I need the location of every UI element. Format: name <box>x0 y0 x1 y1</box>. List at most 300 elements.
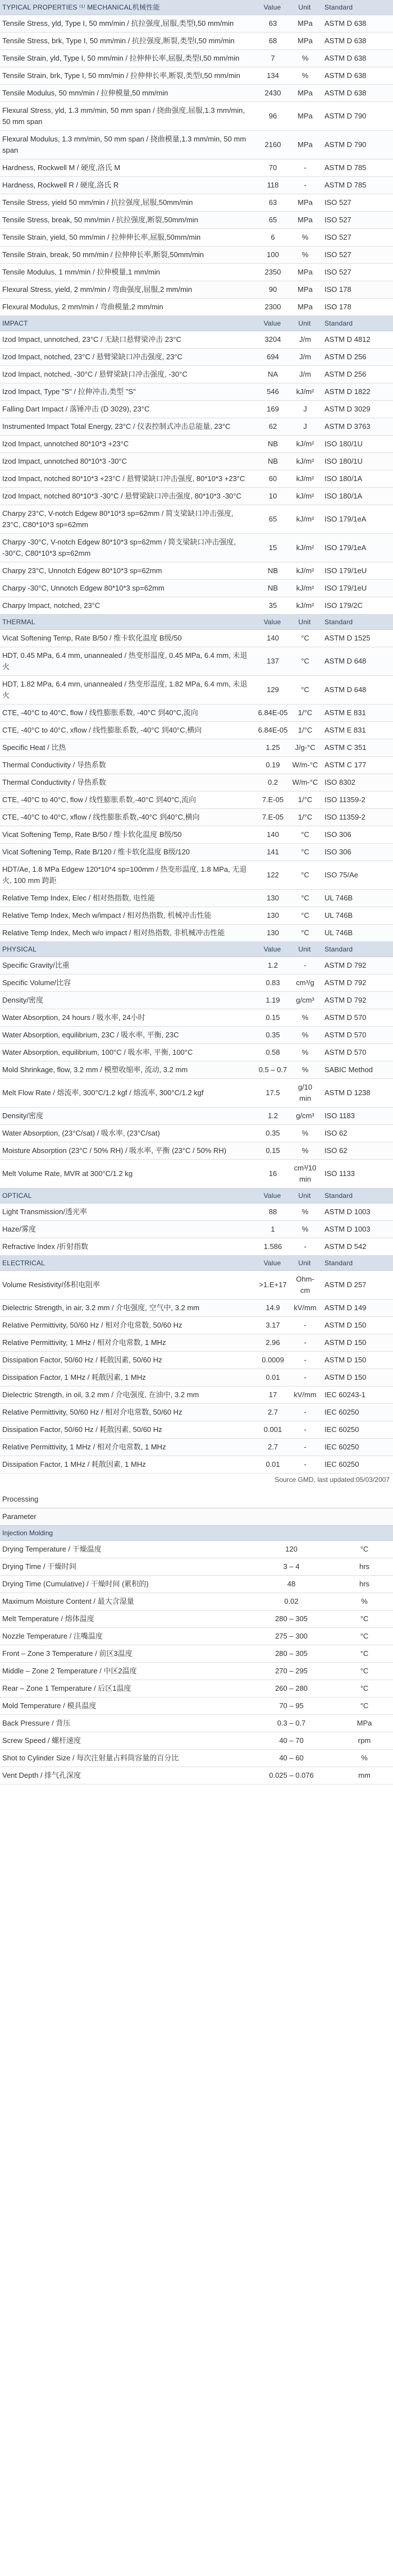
property-unit: - <box>290 1238 320 1256</box>
property-unit: % <box>290 50 320 67</box>
property-unit: MPa <box>290 194 320 212</box>
property-standard: ASTM D 256 <box>320 366 393 383</box>
property-unit: MPa <box>290 102 320 131</box>
property-value: 10 <box>255 488 290 505</box>
processing-value: 270 – 295 <box>247 1663 337 1680</box>
value-column-header: Value <box>255 0 290 15</box>
property-unit: kJ/m² <box>290 534 320 562</box>
property-name: Charpy 23°C, V-notch Edgew 80*10*3 sp=62mm / 简支梁缺口冲击强度, 23°C, C80*10*3 sp=62mm <box>0 505 255 534</box>
processing-unit: hrs <box>337 1576 393 1593</box>
property-standard: ASTM D 149 <box>320 1300 393 1317</box>
property-standard: ISO 179/1eU <box>320 562 393 580</box>
property-row <box>0 809 393 826</box>
processing-row <box>0 1680 393 1697</box>
property-row <box>0 757 393 774</box>
processing-unit: °C <box>337 1628 393 1645</box>
property-name: Tensile Strain, yld, Type I, 50 mm/min / 拉伸伸长率,屈服,类型I,50 mm/min <box>0 50 255 67</box>
property-name: Izod Impact, notched, -30°C / 悬臂梁缺口冲击强度, -30°C <box>0 366 255 383</box>
property-row <box>0 739 393 757</box>
property-value: 63 <box>255 194 290 212</box>
property-standard: ISO 527 <box>320 246 393 264</box>
processing-value: 120 <box>247 1541 337 1558</box>
property-value: 1.25 <box>255 739 290 757</box>
property-name: Tensile Modulus, 50 mm/min / 拉伸模量,50 mm/min <box>0 85 255 102</box>
processing-value: 0.025 – 0.076 <box>247 1767 337 1785</box>
processing-value: 70 – 95 <box>247 1697 337 1715</box>
property-unit: MPa <box>290 131 320 159</box>
property-row <box>0 562 393 580</box>
property-unit: 1/°C <box>290 722 320 739</box>
property-row <box>0 1317 393 1334</box>
property-row <box>0 418 393 436</box>
property-value: NB <box>255 453 290 470</box>
section-header-row <box>0 1188 393 1204</box>
property-name: Relative Temp Index, Mech w/o impact / 相对热指数, 非机械冲击性能 <box>0 925 255 942</box>
property-value: 0.001 <box>255 1421 290 1439</box>
property-name: Instrumented Impact Total Energy, 23°C / 仪表控制式冲击总能量, 23°C <box>0 418 255 436</box>
property-unit: % <box>290 1142 320 1160</box>
unit-column-header: Unit <box>290 0 320 15</box>
processing-parameter: Shot to Cylinder Size / 每次注射量占料筒容量的百分比 <box>0 1750 247 1767</box>
property-name: Tensile Stress, yld, Type I, 50 mm/min / 抗拉强度,屈服,类型I,50 mm/min <box>0 15 255 33</box>
property-unit: W/m-°C <box>290 774 320 791</box>
property-row <box>0 791 393 809</box>
property-name: HDT, 1.82 MPa, 6.4 mm, unannealed / 热变形温度, 1.82 MPa, 6.4 mm, 未退火 <box>0 676 255 704</box>
property-standard: ISO 62 <box>320 1142 393 1160</box>
processing-parameter: Nozzle Temperature / 注嘴温度 <box>0 1628 247 1645</box>
property-standard: ASTM D 257 <box>320 1271 393 1300</box>
property-name: Relative Permittivity, 1 MHz / 相对介电常数, 1 MHz <box>0 1334 255 1352</box>
property-unit: % <box>290 1027 320 1044</box>
property-unit: % <box>290 67 320 85</box>
property-row <box>0 366 393 383</box>
property-value: 122 <box>255 861 290 890</box>
property-value: 7 <box>255 50 290 67</box>
property-row <box>0 1300 393 1317</box>
property-value: 129 <box>255 676 290 704</box>
processing-unit: °C <box>337 1645 393 1663</box>
property-value: 130 <box>255 907 290 925</box>
processing-unit: °C <box>337 1541 393 1558</box>
property-name: Izod Impact, Type "S" / 拉伸冲击,类型 "S" <box>0 383 255 401</box>
property-standard: IEC 60250 <box>320 1404 393 1421</box>
value-column-header: Value <box>255 615 290 630</box>
property-value: 16 <box>255 1160 290 1188</box>
property-unit: 1/°C <box>290 704 320 722</box>
property-standard: ASTM D 785 <box>320 159 393 177</box>
property-value: 0.58 <box>255 1044 290 1061</box>
property-unit: °C <box>290 630 320 647</box>
property-value: 1 <box>255 1221 290 1238</box>
property-value: 118 <box>255 177 290 194</box>
property-row <box>0 229 393 246</box>
property-row <box>0 925 393 942</box>
processing-row <box>0 1767 393 1785</box>
processing-unit: MPa <box>337 1715 393 1732</box>
section-title: IMPACT <box>0 316 255 331</box>
property-row <box>0 647 393 676</box>
property-value: 17.5 <box>255 1079 290 1108</box>
property-value: 7.E-05 <box>255 809 290 826</box>
property-unit: g/cm³ <box>290 1108 320 1125</box>
property-unit: °C <box>290 647 320 676</box>
property-standard: IEC 60250 <box>320 1421 393 1439</box>
processing-section-row <box>0 1526 393 1541</box>
property-value: NB <box>255 580 290 597</box>
standard-column-header: Standard <box>320 942 393 957</box>
property-standard: ASTM D 638 <box>320 50 393 67</box>
property-standard: ASTM D 542 <box>320 1238 393 1256</box>
property-value: 140 <box>255 826 290 844</box>
processing-value: 275 – 300 <box>247 1628 337 1645</box>
property-row <box>0 1387 393 1404</box>
processing-value: 48 <box>247 1576 337 1593</box>
property-value: 65 <box>255 505 290 534</box>
property-standard: ASTM D 150 <box>320 1334 393 1352</box>
property-standard: ASTM D 3763 <box>320 418 393 436</box>
property-standard: ASTM D 792 <box>320 992 393 1009</box>
property-row <box>0 1334 393 1352</box>
processing-row <box>0 1576 393 1593</box>
property-standard: ASTM D 150 <box>320 1369 393 1387</box>
property-row <box>0 331 393 349</box>
property-unit: MPa <box>290 212 320 229</box>
property-standard: ISO 527 <box>320 212 393 229</box>
property-value: 0.83 <box>255 974 290 992</box>
property-standard: ASTM C 351 <box>320 739 393 757</box>
property-value: 35 <box>255 597 290 615</box>
property-row <box>0 1079 393 1108</box>
property-standard: ASTM D 648 <box>320 676 393 704</box>
property-unit: MPa <box>290 15 320 33</box>
property-row <box>0 453 393 470</box>
processing-value: 40 – 70 <box>247 1732 337 1750</box>
section-header-row <box>0 1256 393 1271</box>
property-value: 2.7 <box>255 1404 290 1421</box>
property-standard: ISO 180/1U <box>320 453 393 470</box>
property-row <box>0 299 393 316</box>
property-name: Charpy 23°C, Unnotch Edgew 80*10*3 sp=62mm <box>0 562 255 580</box>
property-unit: g/10 min <box>290 1079 320 1108</box>
property-standard: ASTM D 638 <box>320 67 393 85</box>
property-name: Flexural Stress, yield, 2 mm/min / 弯曲强度,屈服,2 mm/min <box>0 281 255 299</box>
property-name: Volume Resistivity/体积电阻率 <box>0 1271 255 1300</box>
property-name: Water Absorption, (23°C/sat) / 吸水率, (23°C/sat) <box>0 1125 255 1142</box>
property-row <box>0 1369 393 1387</box>
property-value: 6 <box>255 229 290 246</box>
property-value: NA <box>255 366 290 383</box>
property-standard: IEC 60250 <box>320 1439 393 1456</box>
property-value: 134 <box>255 67 290 85</box>
property-value: 0.2 <box>255 774 290 791</box>
property-standard: ISO 179/2C <box>320 597 393 615</box>
property-name: Tensile Strain, break, 50 mm/min / 拉伸伸长率,断裂,50mm/min <box>0 246 255 264</box>
property-name: Haze/雾度 <box>0 1221 255 1238</box>
property-unit: kV/mm <box>290 1300 320 1317</box>
processing-row <box>0 1750 393 1767</box>
processing-row <box>0 1715 393 1732</box>
property-name: Falling Dart Impact / 落锤冲击 (D 3029), 23°C <box>0 401 255 418</box>
property-standard: ISO 1133 <box>320 1160 393 1188</box>
processing-parameter: Screw Speed / 螺杆速度 <box>0 1732 247 1750</box>
property-name: Refractive Index /折射指数 <box>0 1238 255 1256</box>
property-row <box>0 1456 393 1474</box>
property-row <box>0 401 393 418</box>
property-row <box>0 131 393 159</box>
processing-table <box>0 1508 393 1785</box>
property-value: 68 <box>255 33 290 50</box>
property-value: 1.2 <box>255 1108 290 1125</box>
property-unit: - <box>290 1404 320 1421</box>
property-unit: - <box>290 1421 320 1439</box>
processing-unit: rpm <box>337 1732 393 1750</box>
property-unit: - <box>290 1439 320 1456</box>
property-standard: ASTM D 570 <box>320 1009 393 1027</box>
property-name: CTE, -40°C to 40°C, xflow / 线性膨胀系数, -40°C 到40°C,横向 <box>0 722 255 739</box>
property-value: 65 <box>255 212 290 229</box>
property-unit: kJ/m² <box>290 470 320 488</box>
property-row <box>0 861 393 890</box>
processing-value: 260 – 280 <box>247 1680 337 1697</box>
property-unit: °C <box>290 925 320 942</box>
processing-parameter: Drying Temperature / 干燥温度 <box>0 1541 247 1558</box>
property-name: Izod Impact, unnotched 80*10*3 +23°C <box>0 436 255 453</box>
property-standard: ASTM D 1822 <box>320 383 393 401</box>
injection-molding-heading: Injection Molding <box>0 1526 247 1541</box>
property-name: Specific Volume/比容 <box>0 974 255 992</box>
property-value: 546 <box>255 383 290 401</box>
property-name: Water Absorption, equilibrium, 100°C / 吸水率, 平衡, 100°C <box>0 1044 255 1061</box>
property-value: 96 <box>255 102 290 131</box>
property-unit: °C <box>290 907 320 925</box>
property-name: CTE, -40°C to 40°C, xflow / 线性膨胀系数,-40°C 到40°C,横向 <box>0 809 255 826</box>
property-unit: J/g-°C <box>290 739 320 757</box>
property-name: Dissipation Factor, 1 MHz / 耗散因素, 1 MHz <box>0 1456 255 1474</box>
property-name: Vicat Softening Temp, Rate B/120 / 维卡软化温度 B级/120 <box>0 844 255 861</box>
value-column-header: Value <box>255 316 290 331</box>
property-value: 0.19 <box>255 757 290 774</box>
property-unit: % <box>290 1044 320 1061</box>
property-unit: kJ/m² <box>290 580 320 597</box>
property-value: NB <box>255 562 290 580</box>
property-row <box>0 580 393 597</box>
property-name: Tensile Strain, yield, 50 mm/min / 拉伸伸长率,屈服,50mm/min <box>0 229 255 246</box>
property-unit: % <box>290 1061 320 1079</box>
property-unit: MPa <box>290 33 320 50</box>
property-row <box>0 33 393 50</box>
property-row <box>0 159 393 177</box>
property-standard: ISO 1183 <box>320 1108 393 1125</box>
property-name: Relative Temp Index, Mech w/impact / 相对热指数, 机械冲击性能 <box>0 907 255 925</box>
property-unit: % <box>290 229 320 246</box>
property-name: Izod Impact, unnotched, 23°C / 无缺口悬臂梁冲击 23°C <box>0 331 255 349</box>
property-name: Izod Impact, notched, 23°C / 悬臂梁缺口冲击强度, 23°C <box>0 349 255 366</box>
property-row <box>0 1125 393 1142</box>
property-standard: ISO 180/1A <box>320 488 393 505</box>
processing-unit: % <box>337 1593 393 1610</box>
processing-value: 280 – 305 <box>247 1610 337 1628</box>
source-note: Source GMD, last updated:05/03/2007 <box>275 1476 390 1484</box>
processing-value: 3 – 4 <box>247 1558 337 1576</box>
property-standard: ISO 179/1eU <box>320 580 393 597</box>
property-row <box>0 488 393 505</box>
property-row <box>0 774 393 791</box>
property-standard: ASTM D 570 <box>320 1044 393 1061</box>
property-standard: ASTM D 1003 <box>320 1221 393 1238</box>
property-name: HDT, 0.45 MPa, 6.4 mm, unannealed / 热变形温度, 0.45 MPa, 6.4 mm, 未退火 <box>0 647 255 676</box>
property-standard: ISO 179/1eA <box>320 505 393 534</box>
property-name: Flexural Stress, yld, 1.3 mm/min, 50 mm span / 挠曲强度,屈服,1.3 mm/min, 50 mm span <box>0 102 255 131</box>
processing-parameter: Rear – Zone 1 Temperature / 后区1温度 <box>0 1680 247 1697</box>
property-standard: ISO 180/1U <box>320 436 393 453</box>
property-standard: ASTM D 792 <box>320 974 393 992</box>
property-standard: ASTM D 792 <box>320 957 393 974</box>
property-unit: - <box>290 957 320 974</box>
property-value: 0.15 <box>255 1009 290 1027</box>
property-standard: IEC 60243-1 <box>320 1387 393 1404</box>
property-row <box>0 505 393 534</box>
property-value: 137 <box>255 647 290 676</box>
property-row <box>0 676 393 704</box>
property-unit: kV/mm <box>290 1387 320 1404</box>
processing-title: Processing <box>2 1495 39 1503</box>
processing-unit: °C <box>337 1663 393 1680</box>
standard-column-header: Standard <box>320 316 393 331</box>
property-unit: % <box>290 1009 320 1027</box>
property-value: 0.01 <box>255 1456 290 1474</box>
unit-column-header: Unit <box>290 316 320 331</box>
property-row <box>0 957 393 974</box>
value-column-header: Value <box>255 1188 290 1204</box>
property-standard: ASTM D 4812 <box>320 331 393 349</box>
processing-parameter: Mold Temperature / 模具温度 <box>0 1697 247 1715</box>
property-name: Water Absorption, equilibrium, 23C / 吸水率, 平衡, 23C <box>0 1027 255 1044</box>
processing-row <box>0 1732 393 1750</box>
property-unit: - <box>290 1317 320 1334</box>
processing-row <box>0 1541 393 1558</box>
property-unit: cm³/g <box>290 974 320 992</box>
property-value: 130 <box>255 925 290 942</box>
property-name: Moisture Absorption (23°C / 50% RH) / 吸水率, 平衡 (23°C / 50% RH) <box>0 1142 255 1160</box>
property-value: 17 <box>255 1387 290 1404</box>
processing-parameter: Back Pressure / 背压 <box>0 1715 247 1732</box>
property-unit: 1/°C <box>290 809 320 826</box>
section-header-row <box>0 316 393 331</box>
property-row <box>0 383 393 401</box>
property-value: 2430 <box>255 85 290 102</box>
standard-column-header: Standard <box>320 0 393 15</box>
property-standard: ISO 527 <box>320 229 393 246</box>
property-name: CTE, -40°C to 40°C, flow / 线性膨胀系数, -40°C 到40°C,流向 <box>0 704 255 722</box>
property-value: 694 <box>255 349 290 366</box>
property-standard: UL 746B <box>320 907 393 925</box>
property-standard: ASTM D 570 <box>320 1027 393 1044</box>
property-standard: SABIC Method <box>320 1061 393 1079</box>
property-row <box>0 992 393 1009</box>
property-row <box>0 1044 393 1061</box>
property-row <box>0 1027 393 1044</box>
property-name: Relative Permittivity, 1 MHz / 相对介电常数, 1 MHz <box>0 1439 255 1456</box>
property-value: 15 <box>255 534 290 562</box>
unit-column-header: Unit <box>290 615 320 630</box>
processing-unit: % <box>337 1750 393 1767</box>
property-name: Light Transmission/透光率 <box>0 1204 255 1221</box>
processing-parameter: Middle – Zone 2 Temperature / 中区2温度 <box>0 1663 247 1680</box>
section-title: THERMAL <box>0 615 255 630</box>
property-row <box>0 907 393 925</box>
property-row <box>0 281 393 299</box>
property-row <box>0 1404 393 1421</box>
property-row <box>0 890 393 907</box>
property-name: Izod Impact, notched 80*10*3 +23°C / 悬臂梁缺口冲击强度, 80*10*3 +23°C <box>0 470 255 488</box>
property-value: 130 <box>255 890 290 907</box>
property-row <box>0 470 393 488</box>
processing-unit: °C <box>337 1680 393 1697</box>
property-name: Vicat Softening Temp, Rate B/50 / 维卡软化温度 B级/50 <box>0 826 255 844</box>
standard-column-header: Standard <box>320 1256 393 1271</box>
property-name: Water Absorption, 24 hours / 吸水率, 24小时 <box>0 1009 255 1027</box>
unit-column-header: Unit <box>290 942 320 957</box>
property-name: Dielectric Strength, in air, 3.2 mm / 介电强度, 空气中, 3.2 mm <box>0 1300 255 1317</box>
property-unit: J <box>290 418 320 436</box>
property-row <box>0 177 393 194</box>
property-name: Relative Temp Index, Elec / 相对热指数, 电性能 <box>0 890 255 907</box>
property-unit: kJ/m² <box>290 597 320 615</box>
processing-parameter: Vent Depth / 排气孔深度 <box>0 1767 247 1785</box>
property-name: Hardness, Rockwell M / 硬度,洛氏 M <box>0 159 255 177</box>
property-unit: kJ/m² <box>290 436 320 453</box>
property-value: 1.2 <box>255 957 290 974</box>
property-row <box>0 1421 393 1439</box>
property-standard: ISO 178 <box>320 299 393 316</box>
processing-row <box>0 1628 393 1645</box>
processing-row <box>0 1558 393 1576</box>
property-row <box>0 704 393 722</box>
property-value: 90 <box>255 281 290 299</box>
property-row <box>0 436 393 453</box>
property-value: 6.84E-05 <box>255 704 290 722</box>
property-value: 14.9 <box>255 1300 290 1317</box>
processing-unit: °C <box>337 1697 393 1715</box>
section-header-row <box>0 615 393 630</box>
property-unit: - <box>290 177 320 194</box>
property-row <box>0 1352 393 1369</box>
property-value: NB <box>255 436 290 453</box>
property-name: Tensile Stress, yield 50 mm/min / 抗拉强度,屈服,50mm/min <box>0 194 255 212</box>
processing-value: 280 – 305 <box>247 1645 337 1663</box>
processing-value: 0.02 <box>247 1593 337 1610</box>
property-unit: % <box>290 1204 320 1221</box>
property-standard: ASTM D 1238 <box>320 1079 393 1108</box>
property-row <box>0 1108 393 1125</box>
property-standard: ASTM D 790 <box>320 102 393 131</box>
property-name: Charpy -30°C, V-notch Edgew 80*10*3 sp=62mm / 简支梁缺口冲击强度, -30°C, C80*10*3 sp=62mm <box>0 534 255 562</box>
property-standard: ASTM D 638 <box>320 15 393 33</box>
property-unit: °C <box>290 861 320 890</box>
processing-unit: mm <box>337 1767 393 1785</box>
property-row <box>0 1439 393 1456</box>
property-value: 0.01 <box>255 1369 290 1387</box>
property-unit: °C <box>290 826 320 844</box>
property-unit: % <box>290 1125 320 1142</box>
property-value: 70 <box>255 159 290 177</box>
property-unit: J/m <box>290 349 320 366</box>
property-unit: % <box>290 1221 320 1238</box>
property-row <box>0 212 393 229</box>
property-standard: ASTM D 3029 <box>320 401 393 418</box>
processing-value: 40 – 60 <box>247 1750 337 1767</box>
property-name: Melt Flow Rate / 熔流率, 300°C/1.2 kgf / 熔流率, 300°C/1.2 kgf <box>0 1079 255 1108</box>
